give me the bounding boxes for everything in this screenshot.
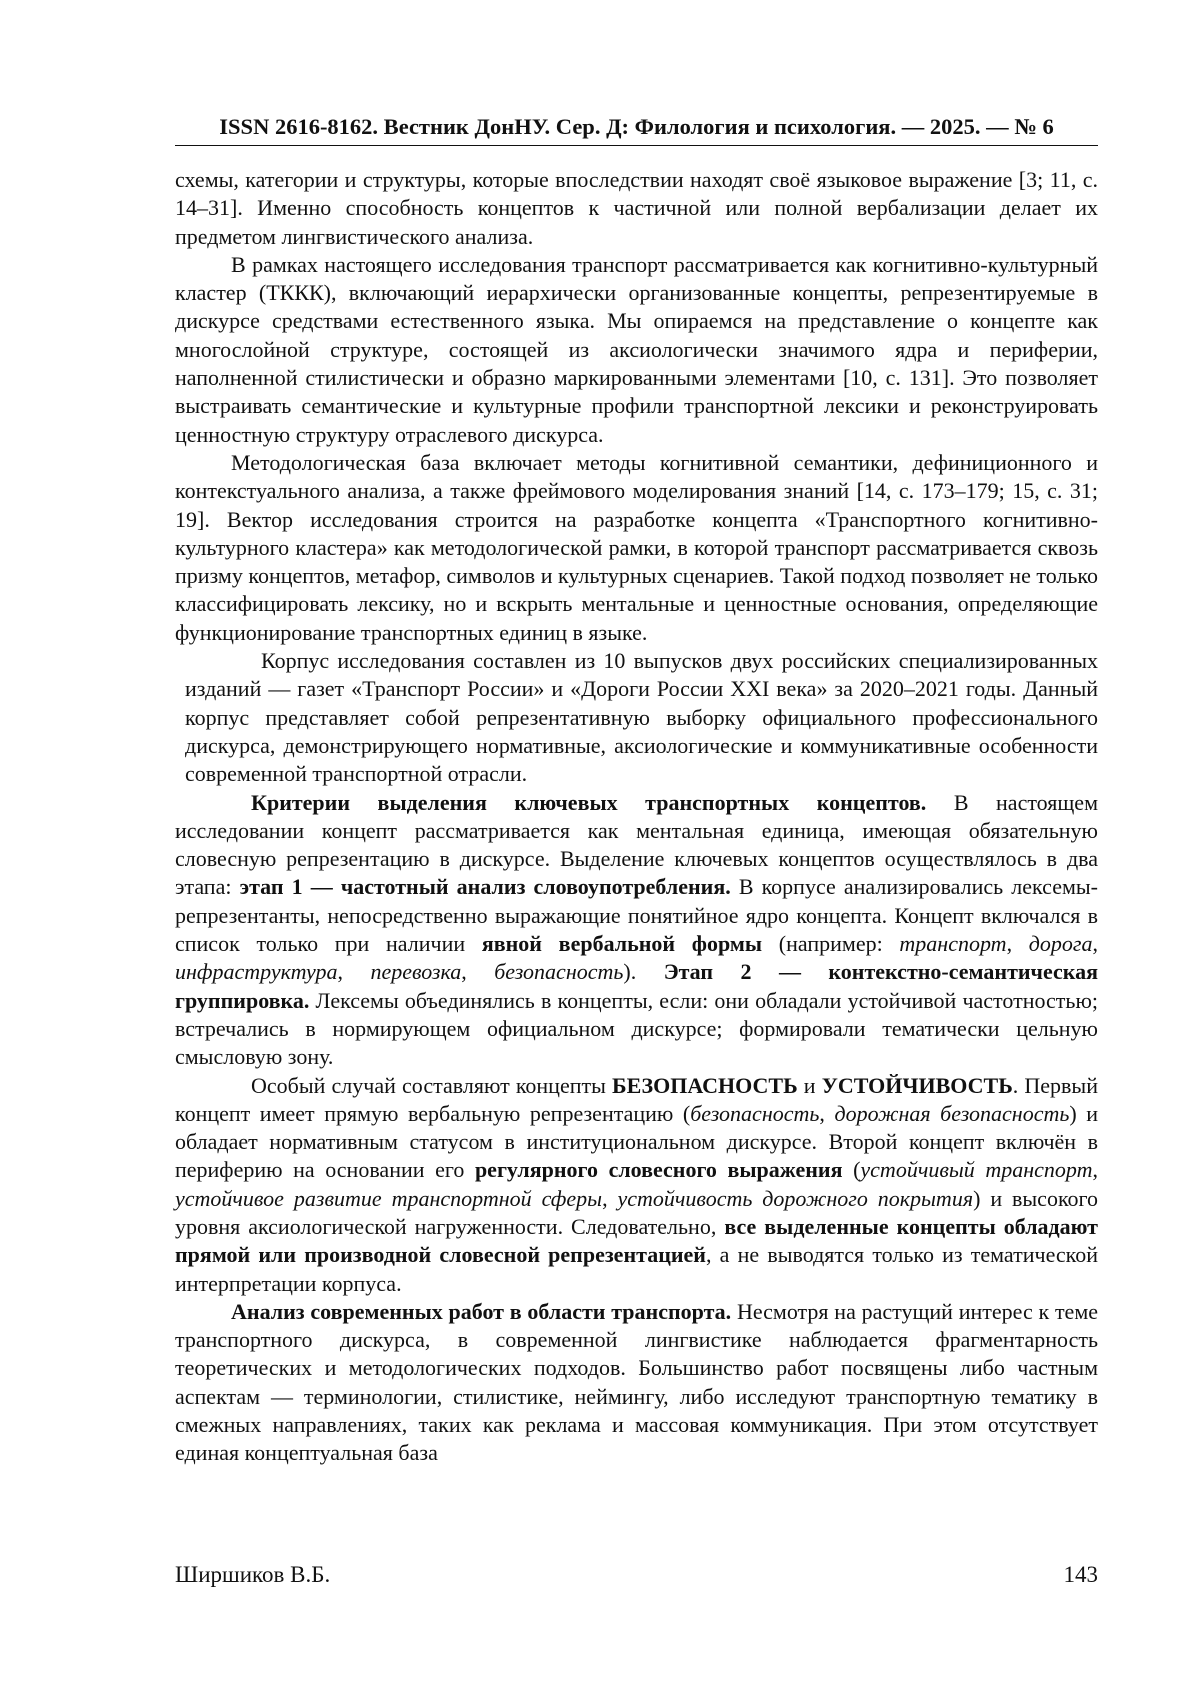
italic-term: устойчивость дорожного покрытия xyxy=(617,1185,974,1211)
text-run: (например: xyxy=(762,931,900,957)
paragraph-5 xyxy=(175,789,1098,1072)
section-heading-analysis: Анализ современных работ в области транспорта. xyxy=(231,1298,732,1324)
text-run: , xyxy=(1092,931,1098,957)
italic-term: транспорт xyxy=(899,931,1007,957)
italic-term: дорога xyxy=(1028,931,1093,957)
text-run: , а не выводятся только из тематической интерпретации корпуса. xyxy=(175,1242,1098,1296)
page-number: 143 xyxy=(1063,1562,1098,1587)
italic-term: перевозка xyxy=(370,959,462,985)
text-run: , xyxy=(461,959,495,985)
header-rule xyxy=(175,145,1098,146)
concept-name: БЕЗОПАСНОСТЬ xyxy=(612,1072,798,1098)
section-heading-criteria: Критерии выделения ключевых транспортных концептов. xyxy=(251,789,927,815)
italic-term: устойчивое развитие транспортной сферы xyxy=(175,1185,603,1211)
italic-term: безопасность xyxy=(690,1100,820,1126)
text-run: , xyxy=(819,1100,835,1126)
text-run: ) и обладает нормативным статусом в институциональном дискурсе. Второй концепт включён в периферию на основании его xyxy=(175,1100,1098,1183)
paragraph-2: В рамках настоящего исследования транспорт рассматривается как когнитивно-культурный кластер (ТККК), включающий иерархически организованные концепты, репрезентируемые в дискурсе средствами естественного языка. Мы опираемся на представление о концепте как многослойной структуре, состоящей из аксиологически значимого ядра и периферии, наполненной стилистически и образно маркированными элементами [10, с. 131]. Это позволяет выстраивать семантические и культурные профили транспортной лексики и реконструировать ценностную структуру отраслевого дискурса. xyxy=(175,251,1098,447)
text-run: ) и высокого уровня аксиологической нагруженности. Следовательно, xyxy=(175,1185,1098,1239)
text-run: Несмотря на растущий интерес к теме транспортного дискурса, в современной лингвистике наблюдается фрагментарность теоретических и методологических подходов. Большинство работ посвящены либо частным аспектам — терминологии, стилистике, неймингу, либо исследуют транспортную тематику в смежных направлениях, таких как реклама и массовая коммуникация. При этом отсутствует единая концептуальная база xyxy=(175,1298,1099,1466)
bold-phrase: этап 1 — частотный анализ словоупотребления. xyxy=(239,874,731,900)
text-run: ). xyxy=(623,959,664,985)
text-run: . Первый концепт имеет прямую вербальную репрезентацию ( xyxy=(175,1072,1098,1126)
concept-name: УСТОЙЧИВОСТЬ xyxy=(821,1072,1013,1098)
text-run: , xyxy=(602,1185,618,1211)
italic-term: инфраструктура xyxy=(175,959,338,985)
paragraph-7 xyxy=(175,1298,1098,1468)
running-header: ISSN 2616-8162. Вестник ДонНУ. Сер. Д: Филология и психология. — 2025. — № 6 xyxy=(219,114,1054,139)
italic-term: устойчивый транспорт xyxy=(860,1157,1093,1183)
paragraph-4: Корпус исследования составлен из 10 выпусков двух российских специализированных изданий — газет «Транспорт России» и «Дороги России XXI века» за 2020–2021 годы. Данный корпус представляет собой репрезентативную выборку официального профессионального дискурса, демонстрирующего нормативные, аксиологические и коммуникативные особенности современной транспортной отрасли. xyxy=(185,648,1098,787)
text-run: Лексемы объединялись в концепты, если: они обладали устойчивой частотностью; встречались в нормирующем официальном дискурсе; формировали тематически цельную смысловую зону. xyxy=(175,987,1098,1070)
bold-phrase: регулярного словесного выражения xyxy=(474,1157,843,1183)
text-run: , xyxy=(1006,931,1029,957)
bold-phrase: явной вербальной формы xyxy=(481,931,763,957)
text-run: В корпусе анализировались лексемы-репрезентанты, непосредственно выражающие понятийное ядро концепта. Концепт включался в список только при наличии xyxy=(175,874,1098,957)
bold-phrase: все выделенные концепты обладают прямой или производной словесной репрезентацией xyxy=(175,1213,1098,1268)
paragraph-3: Методологическая база включает методы когнитивной семантики, дефиниционного и контекстуального анализа, а также фреймового моделирования знаний [14, с. 173–179; 15, с. 31; 19]. Вектор исследования строится на разработке концепта «Транспортного когнитивно-культурного кластера» как методологической рамки, в которой транспорт рассматривается сквозь призму концептов, метафор, символов и культурных сценариев. Такой подход позволяет не только классифицировать лексику, но и вскрыть ментальные и ценностные основания, определяющие функционирование транспортных единиц в языке. xyxy=(175,449,1098,645)
footer-author: Ширшиков В.Б. xyxy=(175,1562,331,1587)
article-body xyxy=(175,166,1098,1468)
text-run: и xyxy=(797,1072,822,1098)
text-run: , xyxy=(337,959,371,985)
italic-term: дорожная безопасность xyxy=(834,1100,1070,1126)
text-run: Особый случай составляют концепты xyxy=(251,1072,613,1098)
text-run: , xyxy=(1092,1157,1099,1183)
paragraph-6 xyxy=(175,1072,1098,1298)
text-run: ( xyxy=(842,1157,861,1183)
italic-term: безопасность xyxy=(494,959,624,985)
bold-phrase: Этап 2 — контекстно-семантическая группировка. xyxy=(175,959,1098,1013)
text-run: В настоящем исследовании концепт рассматривается как ментальная единица, имеющая обязательную словесную репрезентацию в дискурсе. Выделение ключевых концептов осуществлялось в два этапа: xyxy=(175,789,1098,900)
paragraph-1: схемы, категории и структуры, которые впоследствии находят своё языковое выражение [3; 11, с. 14–31]. Именно способность концептов к частичной или полной вербализации делает их предметом лингвистического анализа. xyxy=(175,167,1098,249)
